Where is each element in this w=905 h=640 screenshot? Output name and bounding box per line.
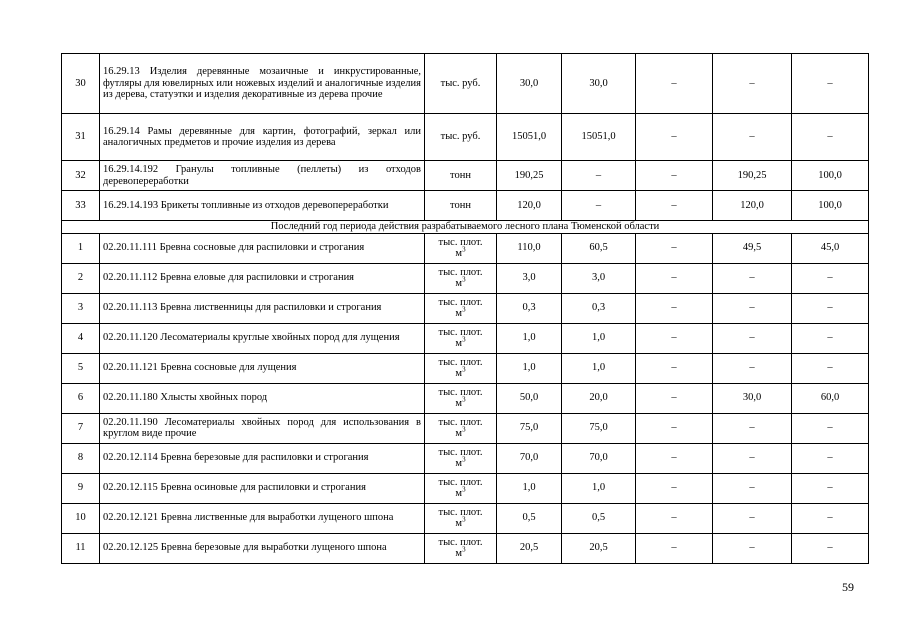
value-cell: – xyxy=(636,293,713,323)
product-description: 16.29.13 Изделия деревянные мозаичные и инкрустированные, футляры для ювелирных или ножевых изделий и аналогичные изделия из дерева, статуэтки и изделия декоративные из дерева прочие xyxy=(100,54,425,114)
row-number: 32 xyxy=(62,161,100,191)
value-cell: 75,0 xyxy=(562,413,636,443)
unit-label-line2 xyxy=(439,485,483,500)
value-cell: 15051,0 xyxy=(497,114,562,161)
unit-cell xyxy=(425,443,497,473)
value-cell: 120,0 xyxy=(713,191,792,221)
value-cell: 1,0 xyxy=(562,353,636,383)
table-body xyxy=(62,54,869,564)
value-cell: – xyxy=(636,443,713,473)
unit-cell xyxy=(425,473,497,503)
unit-cell xyxy=(425,383,497,413)
value-cell: – xyxy=(713,533,792,563)
row-number: 10 xyxy=(62,503,100,533)
value-cell: 0,5 xyxy=(497,503,562,533)
value-cell: 3,0 xyxy=(497,263,562,293)
unit-base: м xyxy=(455,458,463,469)
section-title: Последний год периода действия разрабатываемого лесного плана Тюменской области xyxy=(62,221,869,234)
row-number: 6 xyxy=(62,383,100,413)
table-row xyxy=(62,263,869,293)
value-cell: 110,0 xyxy=(497,233,562,263)
table-row xyxy=(62,383,869,413)
value-cell: – xyxy=(562,191,636,221)
product-description: 16.29.14 Рамы деревянные для картин, фотографий, зеркал или аналогичных предметов и прочие изделия из дерева xyxy=(100,114,425,161)
value-cell: – xyxy=(792,353,869,383)
product-description: 16.29.14.192 Гранулы топливные (пеллеты) из отходов деревопереработки xyxy=(100,161,425,191)
unit-label-line2 xyxy=(439,275,483,290)
table-row xyxy=(62,161,869,191)
value-cell: 3,0 xyxy=(562,263,636,293)
value-cell: – xyxy=(792,54,869,114)
row-number: 11 xyxy=(62,533,100,563)
value-cell: – xyxy=(636,413,713,443)
value-cell: – xyxy=(562,161,636,191)
value-cell: – xyxy=(713,114,792,161)
value-cell: 15051,0 xyxy=(562,114,636,161)
table-row xyxy=(62,353,869,383)
value-cell: – xyxy=(713,443,792,473)
value-cell: – xyxy=(636,191,713,221)
product-description: 02.20.11.113 Бревна лиственницы для распиловки и строгания xyxy=(100,293,425,323)
unit-cell xyxy=(425,353,497,383)
value-cell: 70,0 xyxy=(497,443,562,473)
unit-label: тыс. плот. xyxy=(438,296,483,308)
unit-base: м xyxy=(455,548,463,559)
unit-base: м xyxy=(455,338,463,349)
value-cell: – xyxy=(636,323,713,353)
value-cell: – xyxy=(636,503,713,533)
page-number: 59 xyxy=(842,580,854,594)
value-cell: – xyxy=(713,323,792,353)
unit-label-line2 xyxy=(439,305,483,320)
unit-superscript: 3 xyxy=(462,275,466,284)
product-description: 02.20.12.121 Бревна лиственные для выработки лущеного шпона xyxy=(100,503,425,533)
product-description: 02.20.11.121 Бревна сосновые для лущения xyxy=(100,353,425,383)
value-cell: 0,3 xyxy=(497,293,562,323)
product-description: 02.20.11.180 Хлысты хвойных пород xyxy=(100,383,425,413)
unit-cell: тыс. руб. xyxy=(425,114,497,161)
value-cell: 20,0 xyxy=(562,383,636,413)
unit-base: м xyxy=(455,368,463,379)
unit-superscript: 3 xyxy=(462,365,466,374)
row-number: 9 xyxy=(62,473,100,503)
product-description: 16.29.14.193 Брикеты топливные из отходов деревопереработки xyxy=(100,191,425,221)
unit-base: м xyxy=(455,518,463,529)
unit-cell: тыс. руб. xyxy=(425,54,497,114)
product-description: 02.20.12.115 Бревна осиновые для распиловки и строгания xyxy=(100,473,425,503)
value-cell: 0,5 xyxy=(562,503,636,533)
unit-cell xyxy=(425,293,497,323)
value-cell: – xyxy=(636,114,713,161)
unit-label: тыс. плот. xyxy=(438,416,483,428)
unit-superscript: 3 xyxy=(462,395,466,404)
row-number: 7 xyxy=(62,413,100,443)
table-row xyxy=(62,293,869,323)
unit-label: тыс. плот. xyxy=(438,266,483,278)
unit-cell xyxy=(425,503,497,533)
unit-cell xyxy=(425,323,497,353)
value-cell: 60,5 xyxy=(562,233,636,263)
value-cell: 1,0 xyxy=(497,353,562,383)
value-cell: – xyxy=(713,413,792,443)
unit-label-line2 xyxy=(439,515,483,530)
row-number: 30 xyxy=(62,54,100,114)
unit-base: м xyxy=(455,428,463,439)
value-cell: – xyxy=(636,383,713,413)
value-cell: – xyxy=(636,54,713,114)
unit-label: тыс. плот. xyxy=(438,326,483,338)
value-cell: 1,0 xyxy=(497,473,562,503)
table-row xyxy=(62,54,869,114)
unit-superscript: 3 xyxy=(462,425,466,434)
unit-superscript: 3 xyxy=(462,515,466,524)
value-cell: – xyxy=(713,353,792,383)
product-description: 02.20.11.120 Лесоматериалы круглые хвойных пород для лущения xyxy=(100,323,425,353)
value-cell: 30,0 xyxy=(497,54,562,114)
value-cell: – xyxy=(713,263,792,293)
value-cell: – xyxy=(792,413,869,443)
value-cell: – xyxy=(713,503,792,533)
value-cell: 120,0 xyxy=(497,191,562,221)
table-row xyxy=(62,533,869,563)
value-cell: 50,0 xyxy=(497,383,562,413)
unit-label: тыс. плот. xyxy=(438,386,483,398)
unit-superscript: 3 xyxy=(462,455,466,464)
row-number: 8 xyxy=(62,443,100,473)
table-row xyxy=(62,191,869,221)
value-cell: 75,0 xyxy=(497,413,562,443)
value-cell: 100,0 xyxy=(792,161,869,191)
value-cell: 49,5 xyxy=(713,233,792,263)
product-description: 02.20.12.125 Бревна березовые для выработки лущеного шпона xyxy=(100,533,425,563)
value-cell: 30,0 xyxy=(562,54,636,114)
value-cell: – xyxy=(713,473,792,503)
product-description: 02.20.12.114 Бревна березовые для распиловки и строгания xyxy=(100,443,425,473)
unit-label: тыс. плот. xyxy=(438,356,483,368)
unit-cell xyxy=(425,533,497,563)
unit-superscript: 3 xyxy=(462,245,466,254)
value-cell: – xyxy=(792,533,869,563)
value-cell: 70,0 xyxy=(562,443,636,473)
unit-superscript: 3 xyxy=(462,545,466,554)
unit-label: тыс. плот. xyxy=(438,506,483,518)
unit-label: тыс. плот. xyxy=(438,536,483,548)
unit-label-line2 xyxy=(439,455,483,470)
unit-cell xyxy=(425,263,497,293)
unit-superscript: 3 xyxy=(462,485,466,494)
product-description: 02.20.11.112 Бревна еловые для распиловки и строгания xyxy=(100,263,425,293)
unit-base: м xyxy=(455,278,463,289)
row-number: 5 xyxy=(62,353,100,383)
value-cell: – xyxy=(792,323,869,353)
value-cell: – xyxy=(792,114,869,161)
value-cell: – xyxy=(792,293,869,323)
product-description: 02.20.11.190 Лесоматериалы хвойных пород для использования в круглом виде прочие xyxy=(100,413,425,443)
value-cell: 1,0 xyxy=(562,473,636,503)
unit-cell xyxy=(425,413,497,443)
unit-label: тыс. плот. xyxy=(438,446,483,458)
unit-cell: тонн xyxy=(425,161,497,191)
table-row xyxy=(62,114,869,161)
value-cell: 1,0 xyxy=(562,323,636,353)
unit-label-line2 xyxy=(439,365,483,380)
value-cell: 1,0 xyxy=(497,323,562,353)
unit-cell xyxy=(425,233,497,263)
unit-superscript: 3 xyxy=(462,335,466,344)
table-row xyxy=(62,443,869,473)
value-cell: – xyxy=(792,263,869,293)
unit-cell: тонн xyxy=(425,191,497,221)
table-row xyxy=(62,473,869,503)
unit-label: тыс. плот. xyxy=(438,236,483,248)
value-cell: 190,25 xyxy=(497,161,562,191)
forest-products-table xyxy=(61,53,869,564)
table-row xyxy=(62,413,869,443)
value-cell: – xyxy=(636,533,713,563)
value-cell: – xyxy=(792,503,869,533)
value-cell: 20,5 xyxy=(497,533,562,563)
value-cell: – xyxy=(636,233,713,263)
unit-superscript: 3 xyxy=(462,305,466,314)
unit-label-line2 xyxy=(439,335,483,350)
row-number: 1 xyxy=(62,233,100,263)
value-cell: 30,0 xyxy=(713,383,792,413)
value-cell: – xyxy=(636,473,713,503)
value-cell: 45,0 xyxy=(792,233,869,263)
table-row xyxy=(62,503,869,533)
unit-label-line2 xyxy=(439,245,483,260)
value-cell: 190,25 xyxy=(713,161,792,191)
value-cell: – xyxy=(792,443,869,473)
value-cell: – xyxy=(636,353,713,383)
unit-base: м xyxy=(455,488,463,499)
unit-label-line2 xyxy=(439,395,483,410)
value-cell: – xyxy=(636,161,713,191)
row-number: 3 xyxy=(62,293,100,323)
unit-label-line2 xyxy=(439,545,483,560)
row-number: 2 xyxy=(62,263,100,293)
table-row xyxy=(62,233,869,263)
value-cell: – xyxy=(636,263,713,293)
row-number: 4 xyxy=(62,323,100,353)
value-cell: 20,5 xyxy=(562,533,636,563)
unit-base: м xyxy=(455,398,463,409)
value-cell: – xyxy=(792,473,869,503)
table-row xyxy=(62,323,869,353)
row-number: 31 xyxy=(62,114,100,161)
unit-base: м xyxy=(455,308,463,319)
unit-label: тыс. плот. xyxy=(438,476,483,488)
row-number: 33 xyxy=(62,191,100,221)
product-description: 02.20.11.111 Бревна сосновые для распиловки и строгания xyxy=(100,233,425,263)
value-cell: 0,3 xyxy=(562,293,636,323)
section-header-row xyxy=(62,221,869,234)
value-cell: 60,0 xyxy=(792,383,869,413)
unit-base: м xyxy=(455,248,463,259)
value-cell: – xyxy=(713,293,792,323)
value-cell: – xyxy=(713,54,792,114)
unit-label-line2 xyxy=(439,425,483,440)
value-cell: 100,0 xyxy=(792,191,869,221)
